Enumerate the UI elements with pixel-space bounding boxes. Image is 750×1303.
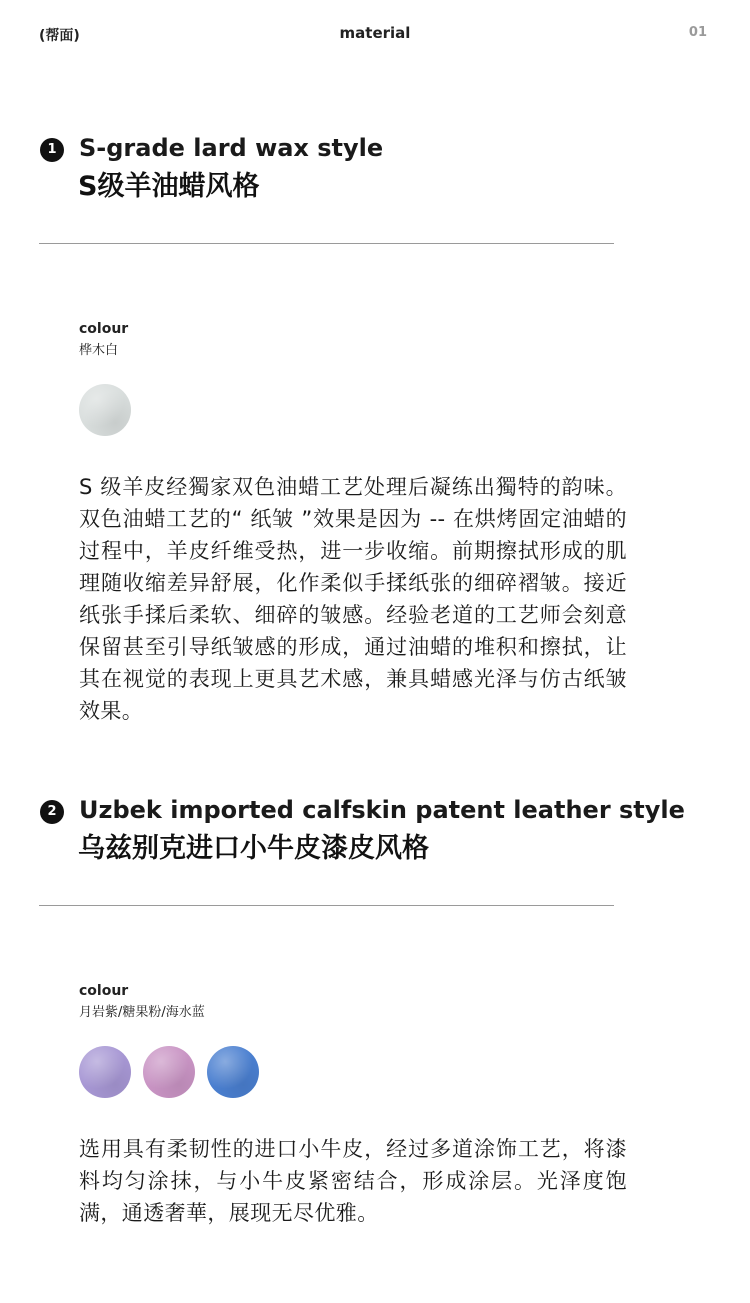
section-title-zh: S级羊油蜡风格 bbox=[78, 171, 260, 202]
section-title-en: Uzbek imported calfskin patent leather style bbox=[79, 796, 685, 824]
colour-swatches bbox=[79, 1046, 259, 1098]
header-part-label: (帮面) bbox=[39, 28, 80, 44]
colour-names: 月岩紫/糖果粉/海水蓝 bbox=[79, 1005, 205, 1020]
colour-names: 桦木白 bbox=[79, 343, 119, 358]
colour-swatch-candy-pink bbox=[143, 1046, 195, 1098]
header-title: material bbox=[339, 24, 411, 42]
section-divider bbox=[39, 905, 614, 906]
section-number-badge: 1 bbox=[40, 138, 64, 162]
colour-label: colour bbox=[79, 983, 129, 999]
colour-label: colour bbox=[79, 321, 129, 337]
colour-swatch-moonstone-purple bbox=[79, 1046, 131, 1098]
section-description: 选用具有柔韧性的进口小牛皮，经过多道涂饰工艺，将漆料均匀涂抹，与小牛皮紧密结合，形成涂层。光泽度饱满，通透奢華，展现无尽优雅。 bbox=[79, 1137, 627, 1225]
colour-swatch-sea-blue bbox=[207, 1046, 259, 1098]
page-number: 01 bbox=[688, 25, 707, 40]
section-title-en: S-grade lard wax style bbox=[79, 134, 384, 162]
section-title-zh: 乌兹别克进口小牛皮漆皮风格 bbox=[78, 833, 429, 864]
section-description: S 级羊皮经獨家双色油蜡工艺处理后凝练出獨特的韵味。双色油蜡工艺的“ 纸皱 ”效果是因为 -- 在烘烤固定油蜡的过程中，羊皮纤维受热，进一步收缩。前期擦拭形成的肌理随收缩差异舒展，化作柔似手揉纸张的细碎褶皱。接近纸张手揉后柔软、细碎的皱感。经验老道的工艺师会刻意保留甚至引导纸皱感的形成，通过油蜡的堆积和擦拭，让其在视觉的表现上更具艺术感，兼具蜡感光泽与仿古纸皱效果。 bbox=[79, 475, 627, 723]
section-number-badge: 2 bbox=[40, 800, 64, 824]
